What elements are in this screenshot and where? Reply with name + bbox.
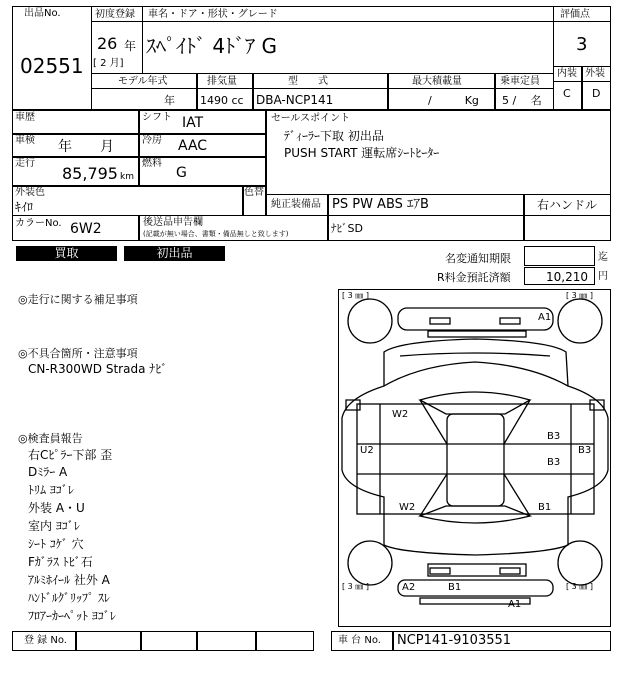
capacity-label: 乗車定員	[500, 76, 540, 87]
defect-notes-label: ◎不具合箇所・注意事項	[18, 347, 138, 360]
wheel-front-right	[558, 299, 602, 343]
chassis-label: 車 台 No.	[338, 635, 381, 646]
model-year-value: 年	[164, 94, 175, 107]
inspector-line: 外装 A・U	[28, 501, 85, 515]
damage-mark: A2	[402, 582, 416, 593]
reg-no-div-4	[255, 631, 257, 651]
inspector-line: ﾊﾝﾄﾞﾙｸﾞﾘｯﾌﾟ ｽﾚ	[28, 591, 110, 605]
color-change-label: 色替	[244, 187, 264, 198]
inspector-line: Fｶﾞﾗｽ ﾄﾋﾞ石	[28, 555, 93, 569]
driving-notes-label: ◎走行に関する補足事項	[18, 293, 138, 306]
mileage-label: 走行	[15, 158, 35, 169]
reg-no-div-1	[75, 631, 77, 651]
docs-value: ﾅﾋﾞSD	[331, 222, 363, 235]
inspector-line: ﾌﾛｱｰｶｰﾍﾟｯﾄ ﾖｺﾞﾚ	[28, 609, 116, 623]
ext-color-value: ｷｲﾛ	[15, 200, 34, 214]
eval-label: 評価点	[560, 9, 590, 20]
inspector-line: ｼｰﾄ ｺｹﾞ 穴	[28, 537, 84, 551]
inspector-line: 室内 ﾖｺﾞﾚ	[28, 519, 80, 533]
damage-mark: A1	[538, 312, 552, 323]
sales-line-1: ﾃﾞｨｰﾗｰ下取 初出品	[284, 129, 384, 143]
reg-year: 26	[97, 34, 118, 53]
tire-depth-bl: [ 3 ㎜ ]	[342, 582, 369, 591]
name-change-unit: 迄	[598, 252, 608, 263]
roof	[447, 414, 504, 506]
shift-label: シフト	[142, 112, 172, 123]
wheel-rear-left	[348, 541, 392, 585]
inspection-label: 車検	[15, 135, 35, 146]
exterior-label: 外装	[585, 68, 605, 79]
color-no-label: カラーNo.	[15, 218, 62, 229]
model-code: DBA-NCP141	[256, 93, 334, 107]
tire-depth-tl: [ 3 ㎜ ]	[342, 291, 369, 300]
name-change-label: 名変通知期限	[445, 252, 511, 265]
buy-badge: 買取	[16, 246, 117, 261]
recycle-unit: 円	[598, 271, 608, 282]
interior-grade: C	[563, 87, 571, 100]
ac-value: AAC	[178, 138, 208, 154]
handle-value: 右ハンドル	[537, 198, 598, 212]
first-reg-label: 初度登録	[95, 9, 135, 20]
front-grille	[428, 331, 526, 337]
shift-value: IAT	[182, 115, 204, 131]
lot-number: 02551	[20, 54, 84, 78]
reg-no-div-2	[140, 631, 142, 651]
exterior-grade: D	[592, 87, 601, 100]
mileage-value: 85,795	[62, 164, 118, 183]
mileage-unit: km	[120, 172, 134, 182]
damage-mark: B1	[448, 582, 462, 593]
fuel-label: 燃料	[142, 158, 162, 169]
max-load-label: 最大積載量	[412, 76, 462, 87]
inspection-value: 年 月	[58, 139, 114, 155]
docs-label: 後送品申告欄	[143, 217, 203, 228]
defect-line: CN-R300WD Strada ﾅﾋﾞ	[28, 362, 168, 376]
recycle-value: 10,210	[546, 270, 588, 284]
wheel-front-left	[348, 299, 392, 343]
car-name-label: 車名・ドア・形状・グレード	[148, 9, 278, 20]
damage-mark: W2	[392, 409, 409, 420]
displacement-label: 排気量	[207, 76, 237, 87]
interior-label: 内装	[557, 68, 577, 79]
capacity-value: 5 / 名	[502, 94, 542, 107]
damage-mark: W2	[399, 502, 416, 513]
recycle-label: R料金預託済額	[437, 271, 511, 284]
damage-mark: B3	[578, 445, 592, 456]
reg-no-div-3	[196, 631, 198, 651]
sales-line-2: PUSH START 運転席ｼｰﾄﾋｰﾀｰ	[284, 146, 440, 160]
damage-mark: U2	[360, 445, 374, 456]
damage-mark: B3	[547, 431, 561, 442]
equipment-value: PS PW ABS ｴｱB	[332, 197, 429, 212]
front-bumper	[398, 308, 553, 330]
max-load-value: / Kg	[428, 94, 479, 107]
equipment-label: 純正装備品	[271, 199, 321, 210]
lot-label: 出品No.	[24, 8, 61, 19]
model-year-label: モデル年式	[118, 76, 168, 87]
wheel-rear-right	[558, 541, 602, 585]
rear-bumper	[398, 580, 553, 596]
eval-score: 3	[576, 34, 588, 55]
reg-year-unit: 年	[124, 39, 137, 53]
chassis-div	[392, 631, 394, 651]
first-listing-badge: 初出品	[124, 246, 225, 261]
reg-no-label: 登 録 No.	[24, 635, 67, 646]
inspector-report-label: ◎検査員報告	[18, 432, 83, 445]
reg-month: [ 2 月]	[93, 58, 124, 69]
sales-point-label: セールスポイント	[271, 113, 351, 124]
inspector-line: 右Cﾋﾟﾗｰ下部 歪	[28, 448, 113, 462]
chassis-number: NCP141-9103551	[397, 633, 512, 648]
damage-mark: A1	[508, 599, 522, 610]
color-no-value: 6W2	[70, 221, 102, 237]
model-label: 型 式	[288, 76, 328, 87]
inspector-line: ｱﾙﾐﾎｲｰﾙ 社外 A	[28, 573, 110, 587]
inspector-line: Dﾐﾗｰ A	[28, 465, 68, 479]
displacement-value: 1490 cc	[200, 94, 244, 107]
docs-note: (記載が無い場合、書類・備品無しと致します)	[143, 230, 289, 238]
damage-mark: B3	[547, 457, 561, 468]
history-label: 車歴	[15, 112, 35, 123]
ext-color-label: 外装色	[15, 187, 45, 198]
inspector-line: ﾄﾘﾑ ﾖｺﾞﾚ	[28, 483, 74, 497]
tire-depth-br: [ 3 ㎜ ]	[566, 582, 593, 591]
tire-depth-tr: [ 3 ㎜ ]	[566, 291, 593, 300]
car-name: ｽﾍﾟｲﾄﾞ 4ﾄﾞｱ G	[146, 34, 277, 58]
ac-label: 冷房	[142, 135, 162, 146]
damage-mark: B1	[538, 502, 552, 513]
fuel-value: G	[176, 165, 187, 181]
